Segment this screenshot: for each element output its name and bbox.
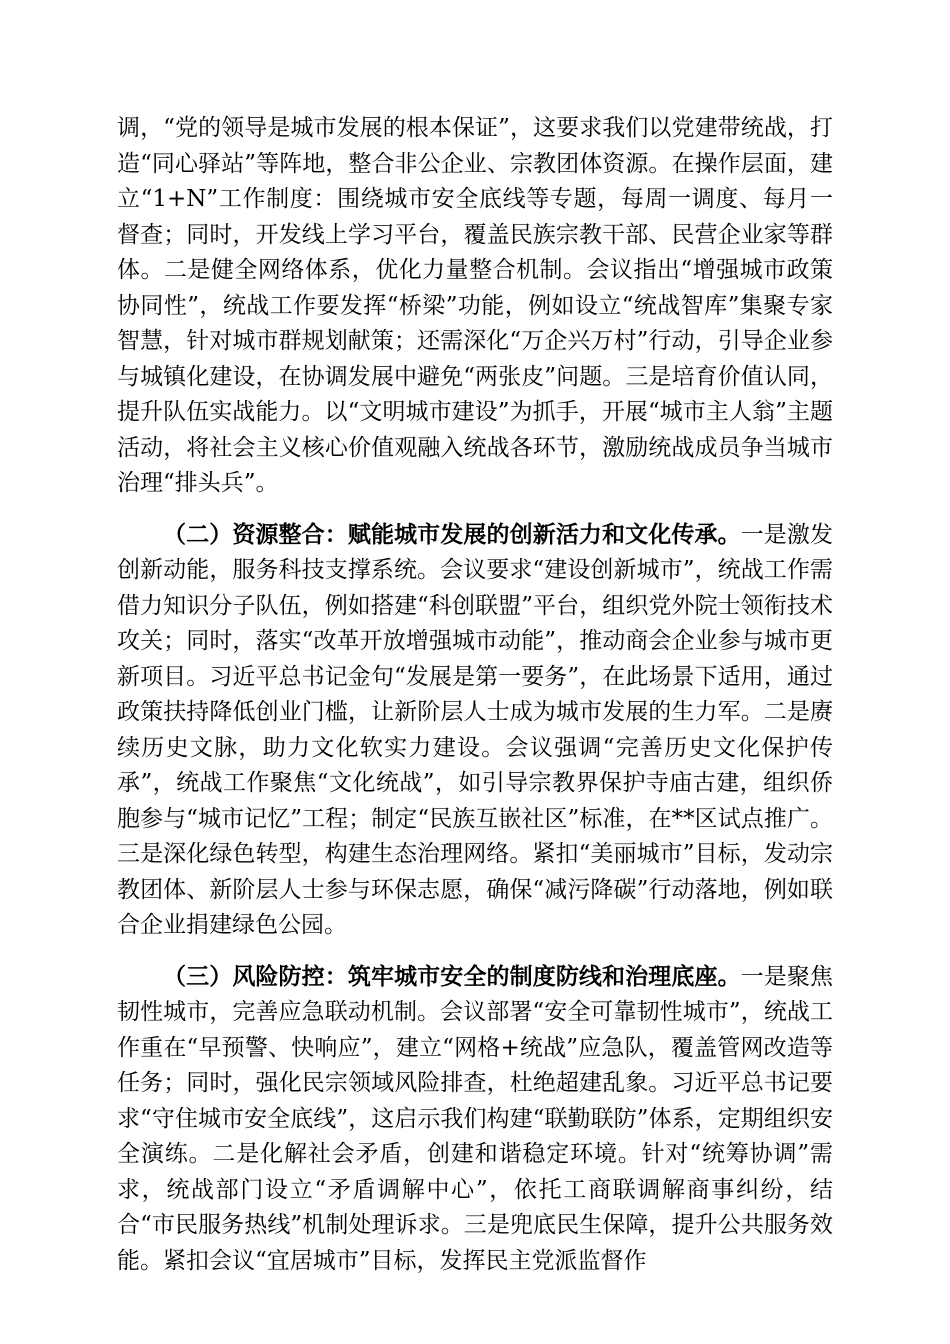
paragraph-risk-control xyxy=(117,959,833,1280)
section-heading-3: （三）风险防控：筑牢城市安全的制度防线和治理底座。 xyxy=(163,962,741,990)
paragraph-body: 调，“党的领导是城市发展的根本保证”，这要求我们以党建带统战，打造“同心驿站”等阵地，整合非公企业、宗教团体资源。在操作层面，建立“1+N”工作制度：围绕城市安全底线等专题，每周一调度、每月一督查；同时，开发线上学习平台，覆盖民族宗教干部、民营企业家等群体。二是健全网络体系，优化力量整合机制。会议指出“增强城市政策协同性”，统战工作要发挥“桥梁”功能，例如设立“统战智库”集聚专家智慧，针对城市群规划献策；还需深化“万企兴万村”行动，引导企业参与城镇化建设，在协调发展中避免“两张皮”问题。三是培育价值认同，提升队伍实战能力。以“文明城市建设”为抓手，开展“城市主人翁”主题活动，将社会主义核心价值观融入统战各环节，激励统战成员争当城市治理“排头兵”。 xyxy=(117,115,833,496)
paragraph-resource-integration xyxy=(117,517,833,944)
paragraph-continuation xyxy=(117,111,833,502)
paragraph-body: 一是聚焦韧性城市，完善应急联动机制。会议部署“安全可靠韧性城市”，统战工作重在“早预警、快响应”，建立“网格+统战”应急队，覆盖管网改造等任务；同时，强化民宗领域风险排查，杜绝超建乱象。习近平总书记要求“守住城市安全底线”，这启示我们构建“联勤联防”体系，定期组织安全演练。二是化解社会矛盾，创建和谐稳定环境。针对“统筹协调”需求，统战部门设立“矛盾调解中心”，依托工商联调解商事纠纷，结合“市民服务热线”机制处理诉求。三是兜底民生保障，提升公共服务效能。紧扣会议“宜居城市”目标，发挥民主党派监督作 xyxy=(117,963,834,1274)
section-heading-2: （二）资源整合：赋能城市发展的创新活力和文化传承。 xyxy=(163,520,741,548)
paragraph-body: 一是激发创新动能，服务科技支撑系统。会议要求“建设创新城市”，统战工作需借力知识分子队伍，例如搭建“科创联盟”平台，组织党外院士领衔技术攻关；同时，落实“改革开放增强城市动能”，推动商会企业参与城市更新项目。习近平总书记金句“发展是第一要务”，在此场景下适用，通过政策扶持降低创业门槛，让新阶层人士成为城市发展的生力军。二是赓续历史文脉，助力文化软实力建设。会议强调“完善历史文化保护传承”，统战工作聚焦“文化统战”，如引导宗教界保护寺庙古建，组织侨胞参与“城市记忆”工程；制定“民族互嵌社区”标准，在**区试点推广。三是深化绿色转型，构建生态治理网络。紧扣“美丽城市”目标，发动宗教团体、新阶层人士参与环保志愿，确保“减污降碳”行动落地，例如联合企业捐建绿色公园。 xyxy=(117,521,834,938)
document-page xyxy=(117,111,833,1279)
